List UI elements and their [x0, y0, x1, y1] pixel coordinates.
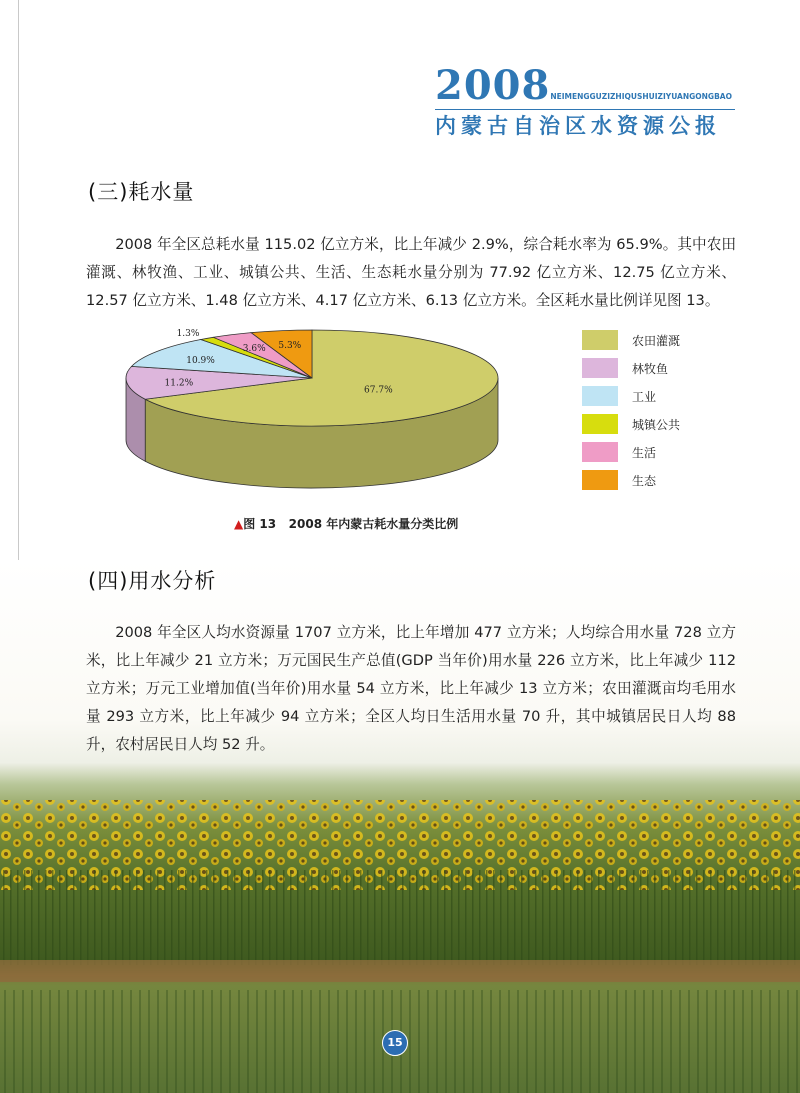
header-year: 2008 [434, 62, 551, 109]
pie-label-0: 67.7% [364, 385, 393, 396]
header-title: 内蒙古自治区水资源公报 [434, 114, 721, 138]
legend-item-0 [582, 326, 680, 354]
left-margin-rule [18, 0, 19, 560]
legend-item-3 [582, 410, 680, 438]
header-pinyin: NEIMENGGUZIZHIQUSHUIZIYUANGONGBAO [550, 92, 732, 101]
pie-label-1: 11.2% [164, 378, 194, 389]
figure-caption [234, 515, 458, 532]
pie-label-2: 10.9% [186, 355, 215, 366]
legend-item-4 [582, 438, 680, 466]
legend-item-2 [582, 382, 680, 410]
section-4-title: (四)用水分析 [88, 569, 217, 593]
legend-swatch-0 [582, 330, 618, 350]
pie-label-4: 3.6% [242, 343, 266, 354]
header-underline [435, 109, 735, 110]
section-3-paragraph [86, 231, 736, 315]
section-4-paragraph [86, 619, 736, 759]
pie-chart [112, 322, 512, 502]
caption-triangle-icon: ▲ [234, 517, 244, 531]
legend-swatch-1 [582, 358, 618, 378]
figure-label: 图 13 [243, 517, 277, 531]
pie-label-3: 1.3% [176, 329, 200, 339]
legend-swatch-4 [582, 442, 618, 462]
pie-label-5: 5.3% [278, 340, 302, 351]
section-4-text: 2008 年全区人均水资源量 1707 立方米，比上年增加 477 立方米；人均综合用水量 728 立方米，比上年减少 21 立方米；万元国民生产总值(GDP 当年价)用水量 226 立方米，比上年减少 112 立方米；万元工业增加值(当年价)用水量 54 立方米，比上年减少 13 立方米；农田灌溉亩均毛用水量 293 立方米，比上年减少 94 立方米；全区人均日生活用水量 70 升，其中城镇居民日人均 88 升，农村居民日人均 52 升。 [86, 624, 736, 753]
legend-label-1: 林牧鱼 [632, 361, 669, 376]
section-3-text: 2008 年全区总耗水量 115.02 亿立方米，比上年减少 2.9%，综合耗水率为 65.9%。其中农田灌溉、林牧渔、工业、城镇公共、生活、生态耗水量分别为 77.92 亿立方米、12.75 亿立方米、12.57 亿立方米、1.48 亿立方米、4.17 亿立方米、6.13 亿立方米。全区耗水量比例详见图 13。 [86, 236, 736, 309]
legend-item-5 [582, 466, 680, 494]
figure-title: 2008 年内蒙古耗水量分类比例 [288, 517, 459, 531]
legend-swatch-2 [582, 386, 618, 406]
chart-legend [582, 326, 680, 494]
legend-swatch-5 [582, 470, 618, 490]
report-header [434, 62, 732, 140]
legend-label-2: 工业 [632, 389, 657, 404]
legend-swatch-3 [582, 414, 618, 434]
legend-label-0: 农田灌溉 [632, 333, 681, 348]
legend-item-1 [582, 354, 680, 382]
page-number: 15 [382, 1030, 408, 1056]
legend-label-4: 生活 [632, 445, 657, 460]
section-3-title: (三)耗水量 [88, 180, 195, 204]
legend-label-3: 城镇公共 [632, 417, 681, 432]
legend-label-5: 生态 [632, 473, 657, 488]
